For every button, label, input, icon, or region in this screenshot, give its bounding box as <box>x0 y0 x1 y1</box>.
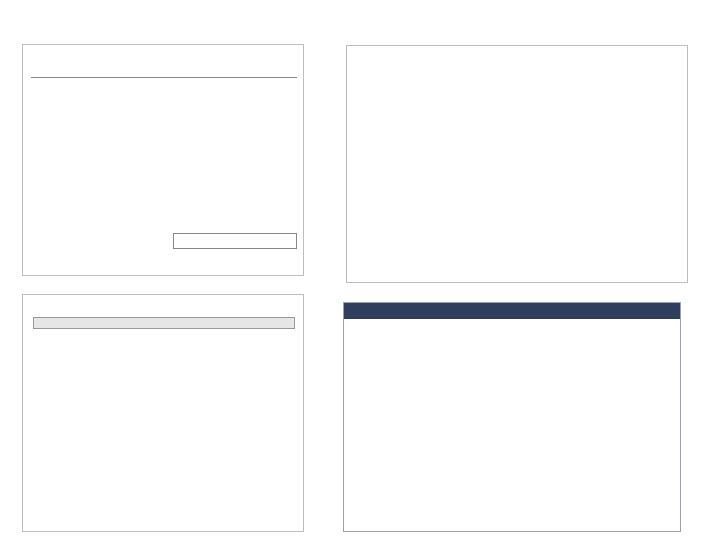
sound-spellings-table <box>31 71 297 78</box>
table-header <box>33 317 295 329</box>
phonics-continuum-table <box>343 302 681 532</box>
affixes-table <box>33 317 295 329</box>
general-info-document <box>346 45 688 283</box>
sound-spellings-document <box>22 44 304 276</box>
table-header <box>31 71 297 78</box>
continuum-header <box>344 303 680 319</box>
affixes-document <box>22 294 304 532</box>
reading-note-box <box>173 233 297 249</box>
